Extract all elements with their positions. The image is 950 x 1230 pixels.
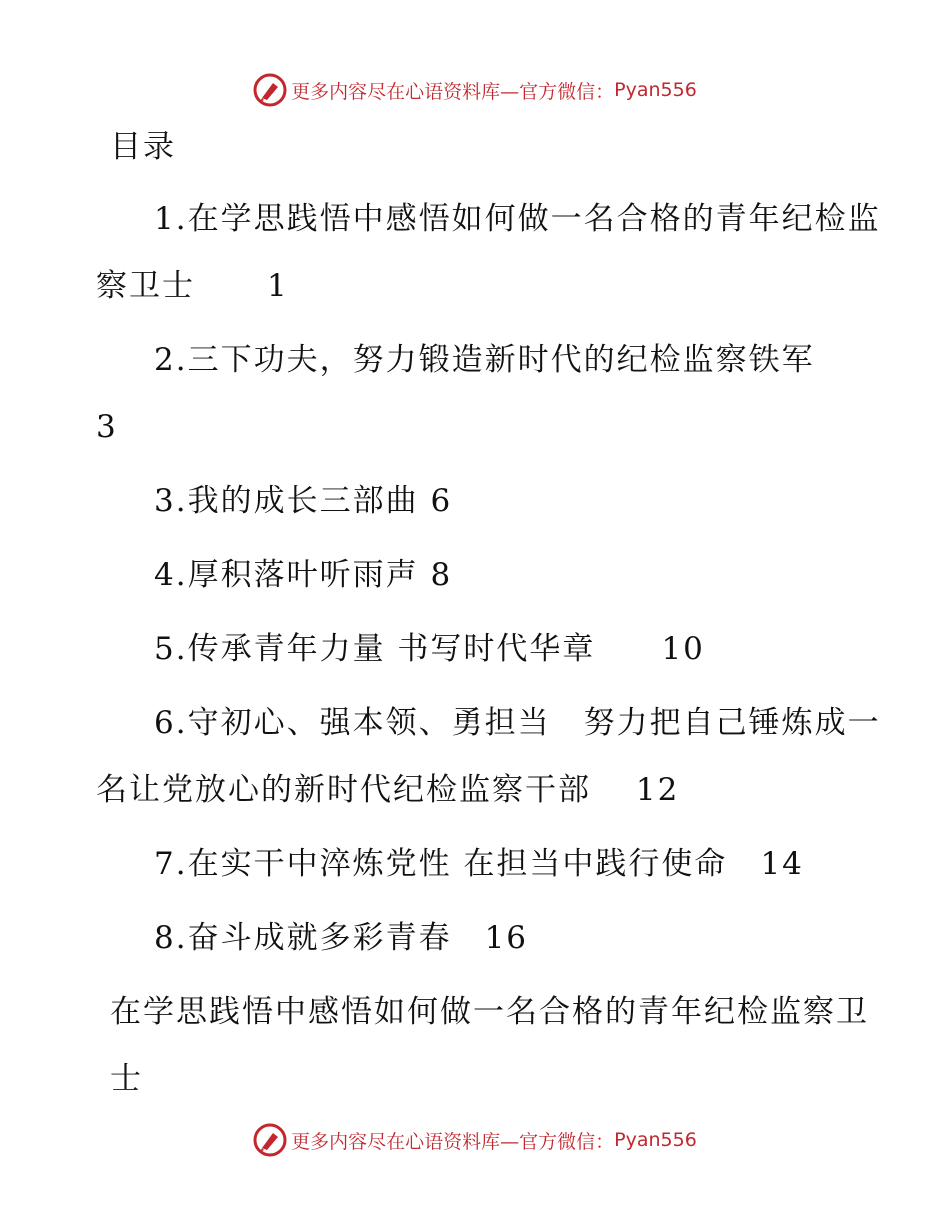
toc-entry-8 [96,905,896,972]
toc-entry-3 [96,468,896,535]
toc-entry-page: 8 [430,557,453,593]
toc-entry-6 [96,690,896,824]
toc-entry-text: 4.厚积落叶听雨声 [154,557,419,593]
toc-entry-page: 10 [661,631,705,667]
toc-entry-2 [96,327,896,461]
toc-entry-1 [96,186,896,320]
toc-entry-page: 6 [430,483,453,519]
toc-entry-text: 7.在实干中淬炼党性 在担当中践行使命 [154,846,728,882]
toc-entry-page: 3 [96,409,118,445]
toc-entry-text: 1.在学思践悟中感悟如何做一名合格的青年纪检监察卫士 [96,201,881,304]
toc-entry-text: 3.我的成长三部曲 [154,483,419,519]
toc-entry-4 [96,542,896,609]
toc-title: 目录 [110,129,176,165]
toc-entry-text: 2.三下功夫，努力锻造新时代的纪检监察铁军 [154,342,815,378]
pen-nib-logo-icon [253,1123,287,1157]
banner-text: 更多内容尽在心语资料库—官方微信： [291,1130,615,1153]
section-heading: 在学思践悟中感悟如何做一名合格的青年纪检监察卫士 [110,994,869,1097]
toc-entry-page: 12 [635,772,680,808]
toc-entry-page: 14 [760,846,804,882]
toc-entry-7 [96,831,896,898]
toc-entry-text: 5.传承青年力量 书写时代华章 [154,631,596,667]
pen-nib-logo-icon [253,73,287,107]
document-body [96,118,896,1113]
footer-watermark-banner [0,1118,950,1162]
header-watermark-banner [0,68,950,112]
toc-entry-text: 6.守初心、强本领、勇担当 努力把自己锤炼成一名让党放心的新时代纪检监察干部 [96,705,881,808]
banner-wechat-id: Pyan556 [614,79,697,101]
toc-entry-text: 8.奋斗成就多彩青春 [154,920,452,956]
toc-entry-page: 16 [484,920,529,956]
toc-entry-5 [96,616,896,683]
banner-wechat-id: Pyan556 [614,1129,697,1151]
banner-text: 更多内容尽在心语资料库—官方微信： [291,80,615,103]
toc-entry-page: 1 [267,268,289,304]
